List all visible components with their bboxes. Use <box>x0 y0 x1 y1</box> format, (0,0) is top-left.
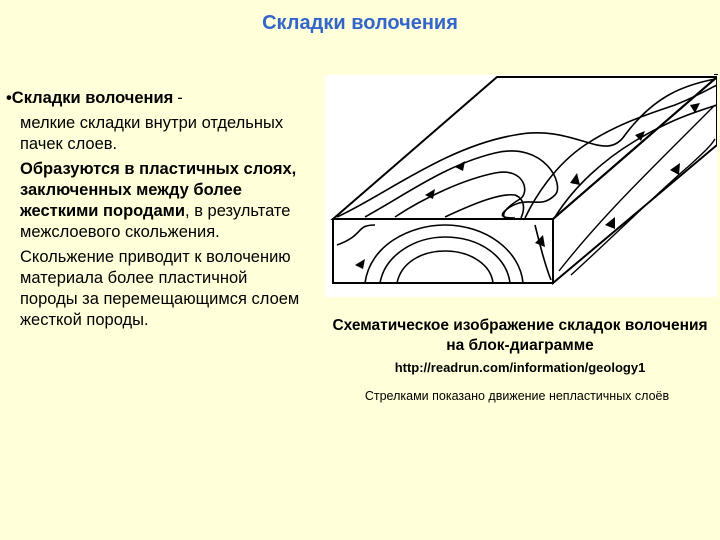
source-url[interactable]: http://readrun.com/information/geology1 <box>394 360 646 375</box>
fold-layers-front <box>337 225 551 283</box>
figure-note: Стрелками показано движение непластичных слоёв <box>364 389 670 403</box>
definition-paragraph: мелкие складки внутри отдельных пачек слоев. <box>20 114 284 153</box>
sliding-paragraph: Скольжение приводит к волочению материала более пластичной породы за перемещающимся слоем жесткой породы. <box>20 248 300 329</box>
page-title: Складки волочения <box>262 12 458 34</box>
figure-caption: Схематическое изображение складок волочения на блок-диаграмме <box>332 317 708 354</box>
bullet-heading-text: Складки волочения <box>11 89 174 107</box>
motion-arrows <box>355 103 700 269</box>
formation-paragraph <box>20 159 306 243</box>
formation-bold: Образуются в пластичных слоях, заключенных между более жесткими породами <box>20 160 297 220</box>
fold-layers-side <box>559 105 715 275</box>
block-top-face <box>333 77 717 219</box>
bullet-dash: - <box>177 89 183 107</box>
bullet-heading <box>6 88 306 109</box>
text-column <box>6 88 306 331</box>
formation-rest: , в результате межслоевого скольжения. <box>20 202 291 241</box>
fold-layers-top <box>337 79 717 218</box>
bullet-dot: • <box>6 89 12 107</box>
block-diagram-drawing <box>325 75 717 297</box>
block-diagram <box>325 75 717 297</box>
